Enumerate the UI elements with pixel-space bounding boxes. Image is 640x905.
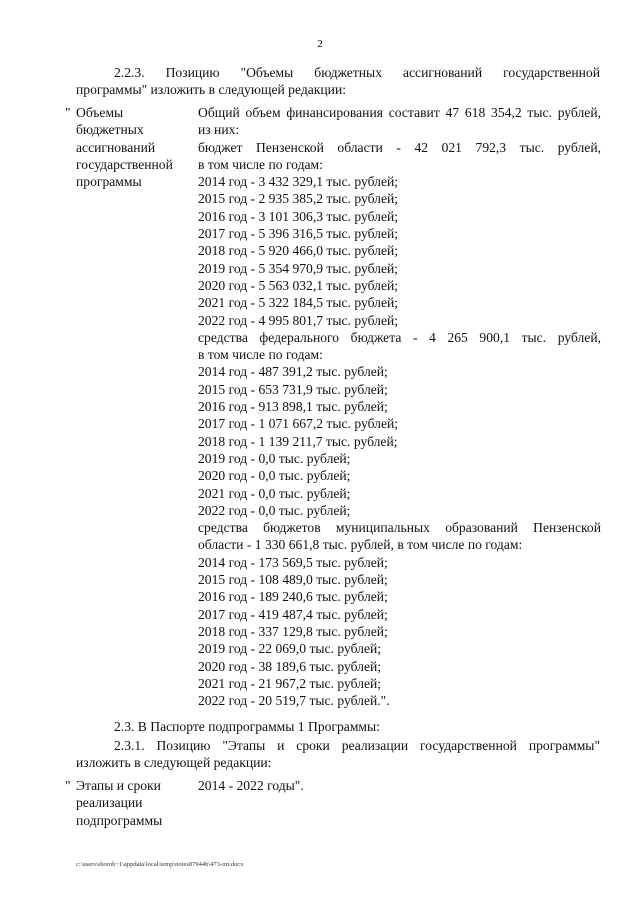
table1-value-line: 2020 год - 5 563 032,1 тыс. рублей; <box>198 277 399 293</box>
section-2-2-3-line1: 2.2.3. Позицию "Объемы бюджетных ассигнований государственной <box>114 65 600 80</box>
section-2-3-1-line1: 2.3.1. Позицию "Этапы и сроки реализации государственной программы" <box>114 738 600 753</box>
section-2-2-3-line2: программы" изложить в следующей редакции: <box>76 82 346 98</box>
table1-value-line: 2019 год - 5 354 970,9 тыс. рублей; <box>198 260 399 276</box>
table1-label-line: ассигнований <box>76 139 156 155</box>
table1-value-line: 2014 год - 487 391,2 тыс. рублей; <box>198 364 388 380</box>
table1-open-quote: " <box>65 105 71 120</box>
table1-value-line: 2015 год - 108 489,0 тыс. рублей; <box>198 572 388 588</box>
table1-value-line: 2022 год - 20 519,7 тыс. рублей.". <box>198 693 390 709</box>
table1-value-line: Общий объем финансирования составит 47 618 354,2 тыс. рублей, <box>198 105 601 120</box>
table1-label-line: бюджетных <box>76 122 144 138</box>
table1-value-line: 2017 год - 1 071 667,2 тыс. рублей; <box>198 416 399 432</box>
table2-value: 2014 - 2022 годы". <box>198 778 304 793</box>
table1-value-line: 2016 год - 3 101 306,3 тыс. рублей; <box>198 208 399 224</box>
table1-value <box>198 104 601 709</box>
table2-open-quote: " <box>65 778 71 793</box>
section-2-3: 2.3. В Паспорте подпрограммы 1 Программы: <box>114 719 380 734</box>
table1-value-line: 2022 год - 4 995 801,7 тыс. рублей; <box>198 312 399 328</box>
table1-value-line: 2016 год - 189 240,6 тыс. рублей; <box>198 589 388 605</box>
table1-value-line: средства федерального бюджета - 4 265 900,1 тыс. рублей, <box>198 329 601 345</box>
footer-file-path: c:\users\shorob~1\appdata\local\temp\notes87944b\473-пп.docx <box>76 861 244 868</box>
table1-value-line: 2022 год - 0,0 тыс. рублей; <box>198 502 351 518</box>
table1-value-line: 2021 год - 5 322 184,5 тыс. рублей; <box>198 295 399 311</box>
table2-label <box>76 777 196 829</box>
table1-value-line: из них: <box>198 122 240 138</box>
table1-value-line: в том числе по годам: <box>198 156 323 172</box>
table1-value-line: 2016 год - 913 898,1 тыс. рублей; <box>198 399 388 415</box>
table1-label-line: программы <box>76 174 142 190</box>
table1-value-line: средства бюджетов муниципальных образований Пензенской <box>198 520 601 536</box>
table1-value-line: в том числе по годам: <box>198 347 323 363</box>
table1-value-line: 2020 год - 0,0 тыс. рублей; <box>198 468 351 484</box>
table2-label-line: реализации <box>76 795 143 811</box>
table2-label-line: подпрограммы <box>76 812 163 828</box>
section-2-3-1 <box>76 737 600 772</box>
table1-value-line: области - 1 330 661,8 тыс. рублей, в том числе по годам: <box>198 537 523 553</box>
table1-label <box>76 104 196 190</box>
table2-label-line: Этапы и сроки <box>76 778 161 793</box>
table1-value-line: бюджет Пензенской области - 42 021 792,3 тыс. рублей, <box>198 139 601 155</box>
table1-value-line: 2017 год - 5 396 316,5 тыс. рублей; <box>198 226 399 242</box>
table1-label-line: Объемы <box>76 105 124 120</box>
page-number: 2 <box>317 38 323 50</box>
table1-value-line: 2015 год - 653 731,9 тыс. рублей; <box>198 381 388 397</box>
table1-value-line: 2018 год - 5 920 466,0 тыс. рублей; <box>198 243 399 259</box>
table1-value-line: 2015 год - 2 935 385,2 тыс. рублей; <box>198 191 399 207</box>
table1-value-line: 2018 год - 337 129,8 тыс. рублей; <box>198 623 388 639</box>
section-2-2-3 <box>76 64 600 99</box>
table1-value-line: 2021 год - 21 967,2 тыс. рублей; <box>198 675 382 691</box>
table1-value-line: 2019 год - 0,0 тыс. рублей; <box>198 450 351 466</box>
table1-value-line: 2019 год - 22 069,0 тыс. рублей; <box>198 641 382 657</box>
table1-value-line: 2017 год - 419 487,4 тыс. рублей; <box>198 606 388 622</box>
section-2-3-1-line2: изложить в следующей редакции: <box>76 755 272 771</box>
table1-value-line: 2021 год - 0,0 тыс. рублей; <box>198 485 351 501</box>
table1-value-line: 2014 год - 3 432 329,1 тыс. рублей; <box>198 174 399 190</box>
table1-label-line: государственной <box>76 156 173 172</box>
table1-value-line: 2018 год - 1 139 211,7 тыс. рублей; <box>198 433 398 449</box>
table1-value-line: 2020 год - 38 189,6 тыс. рублей; <box>198 658 382 674</box>
table1-value-line: 2014 год - 173 569,5 тыс. рублей; <box>198 554 388 570</box>
